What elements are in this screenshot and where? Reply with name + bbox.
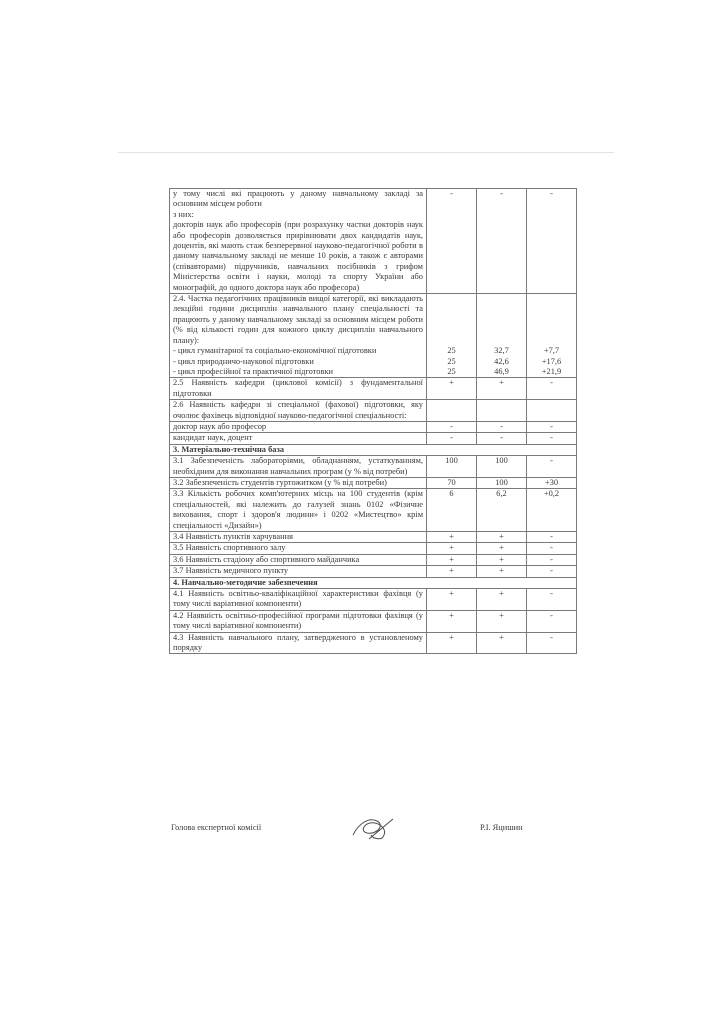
cycle-value: 46,9	[494, 366, 509, 376]
table-row	[170, 294, 577, 378]
row-description	[170, 489, 427, 532]
table-row	[170, 554, 577, 565]
value-cell: -	[527, 589, 577, 611]
commission-head-name: Р.І. Яцишин	[480, 823, 523, 832]
description-line: 3.1 Забезпеченість лабораторіями, обладнанням, устаткуванням, необхідним для виконання навчальних програм (у % від потреби)	[173, 456, 423, 476]
table-row	[170, 378, 577, 400]
row-description	[170, 532, 427, 543]
accreditation-table	[169, 188, 577, 654]
value-cell: 100	[477, 456, 527, 478]
value-cell: +	[427, 589, 477, 611]
cycle-value: 42,6	[494, 356, 509, 366]
row-description	[170, 589, 427, 611]
value-cell: +	[427, 566, 477, 577]
cycle-value: 32,7	[494, 346, 509, 356]
row-description	[170, 421, 427, 432]
value-cell: +	[477, 589, 527, 611]
value-cell: +	[427, 532, 477, 543]
description-line: 3.6 Наявність стадіону або спортивного майданчика	[173, 554, 360, 564]
table-row	[170, 632, 577, 654]
table-row	[170, 421, 577, 432]
description-line: доктор наук або професор	[173, 421, 267, 431]
description-line: 3.2 Забезпеченість студентів гуртожитком (у % від потреби)	[173, 477, 387, 487]
table-row	[170, 477, 577, 488]
section-row	[170, 577, 577, 588]
table-row	[170, 189, 577, 294]
value-cell: -	[527, 378, 577, 400]
page-scan-edge	[118, 152, 614, 153]
value-cell: -	[527, 421, 577, 432]
value-cell: +	[477, 610, 527, 632]
footer	[169, 821, 576, 851]
table-row	[170, 489, 577, 532]
row-description	[170, 566, 427, 577]
description-line: 3.5 Наявність спортивного залу	[173, 543, 286, 553]
table-row	[170, 433, 577, 444]
cycle-value: +17,6	[541, 356, 562, 366]
description-line: 4.2 Наявність освітньо-професійної програми підготовки фахівця (у тому числі варіативної компоненти)	[173, 610, 423, 631]
section-title: 4. Навчально-методичне забезпечення	[170, 577, 577, 588]
value-cell: -	[527, 566, 577, 577]
value-cell: +	[477, 378, 527, 400]
value-cell	[477, 400, 527, 422]
description-line: 3.3 Кількість робочих комп'ютерних місць на 100 студентів (крім спеціальностей, які належить до галузей знань 0102 «Фізичне виховання, спорт і здоров'я людини» і 0202 «Мистецтво» крім спеціальності «Дизайн»)	[173, 489, 423, 530]
value-cell: 70	[427, 477, 477, 488]
value-cell: +0,2	[527, 489, 577, 532]
value-cell: -	[527, 543, 577, 554]
value-cell: -	[527, 456, 577, 478]
description-line: з них:	[173, 209, 194, 219]
value-cell: -	[477, 433, 527, 444]
value-cell: 6	[427, 489, 477, 532]
value-cell	[427, 294, 477, 378]
table-row	[170, 543, 577, 554]
value-cell: +	[427, 554, 477, 565]
value-cell: -	[527, 189, 577, 294]
description-line: 3.7 Наявність медичного пункту	[173, 566, 289, 576]
signature	[347, 813, 397, 843]
value-cell: +	[477, 566, 527, 577]
table-row	[170, 589, 577, 611]
value-cell	[477, 294, 527, 378]
row-description	[170, 543, 427, 554]
description-line: - цикл гуманітарної та соціально-економічної підготовки	[173, 346, 377, 356]
value-cell: +	[427, 610, 477, 632]
value-cell: -	[527, 610, 577, 632]
value-cell: -	[527, 554, 577, 565]
description-line: кандидат наук, доцент	[173, 433, 253, 443]
row-description	[170, 554, 427, 565]
value-cell: +	[477, 554, 527, 565]
cycle-value: 25	[447, 366, 456, 376]
value-cell: -	[427, 189, 477, 294]
value-cell: +	[477, 632, 527, 654]
value-cell: +	[427, 543, 477, 554]
table-row	[170, 456, 577, 478]
value-cell: 100	[427, 456, 477, 478]
description-line: 2.4. Частка педагогічних працівників вищої категорії, які викладають лекційні години дисциплін навчального плану спеціальності та працюють у даному навчальному закладі за основним місцем роботи (% від кількості годин для кожного циклу дисциплін навчального плану):	[173, 294, 423, 345]
description-line: докторів наук або професорів (при розрахунку частки докторів наук або професорів дозволяється прирівнювати двох кандидатів наук, доцентів, які мають стаж безперервної науково-педагогічної роботи в даному навчальному закладі не менше 10 років, а також є авторами (співавторами) підручників, навчальних посібників з грифом Міністерства освіти і науки, молоді та спорту України або монографій, до одного доктора наук або професора)	[173, 220, 423, 292]
cycle-value: 25	[447, 356, 456, 366]
table-row	[170, 400, 577, 422]
row-description	[170, 433, 427, 444]
row-description	[170, 189, 427, 294]
value-cell: +	[477, 532, 527, 543]
value-cell	[527, 400, 577, 422]
description-line: 4.3 Наявність навчального плану, затвердженого в установленому порядку	[173, 632, 423, 653]
row-description	[170, 477, 427, 488]
value-cell: -	[427, 433, 477, 444]
value-cell	[427, 400, 477, 422]
value-cell: +	[427, 378, 477, 400]
table-row	[170, 532, 577, 543]
description-line: 2.5 Наявність кафедри (циклової комісії) з фундаментальної підготовки	[173, 378, 423, 398]
row-description	[170, 378, 427, 400]
section-row	[170, 444, 577, 455]
row-description	[170, 294, 427, 378]
table-row	[170, 610, 577, 632]
cycle-value: 25	[447, 346, 456, 356]
cycle-value: +7,7	[543, 346, 560, 356]
value-cell: -	[477, 189, 527, 294]
value-cell: -	[527, 632, 577, 654]
description-line: 2.6 Наявність кафедри зі спеціальної (фахової) підготовки, яку очолює фахівець відповідної науково-педагогічної спеціальності:	[173, 400, 423, 420]
section-title: 3. Матеріально-технічна база	[170, 444, 577, 455]
value-cell: +	[477, 543, 527, 554]
value-cell: +	[427, 632, 477, 654]
description-line: у тому числі які працюють у даному навчальному закладі за основним місцем роботи	[173, 189, 423, 209]
value-cell: 100	[477, 477, 527, 488]
row-description	[170, 632, 427, 654]
row-description	[170, 456, 427, 478]
cycle-value: +21,9	[541, 366, 562, 376]
value-cell: +30	[527, 477, 577, 488]
value-cell: -	[427, 421, 477, 432]
commission-head-label: Голова експертної комісії	[171, 823, 262, 832]
description-line: - цикл природничо-наукової підготовки	[173, 356, 314, 366]
description-line: 3.4 Наявність пунктів харчування	[173, 532, 293, 541]
value-cell: -	[527, 433, 577, 444]
value-cell: -	[477, 421, 527, 432]
row-description	[170, 400, 427, 422]
value-cell	[527, 294, 577, 378]
value-cell: -	[527, 532, 577, 543]
table-row	[170, 566, 577, 577]
description-line: - цикл професійної та практичної підготовки	[173, 366, 333, 376]
value-cell: 6,2	[477, 489, 527, 532]
description-line: 4.1 Наявність освітньо-кваліфікаційної характеристики фахівця (у тому числі варіативної компоненти)	[173, 589, 423, 609]
row-description	[170, 610, 427, 632]
